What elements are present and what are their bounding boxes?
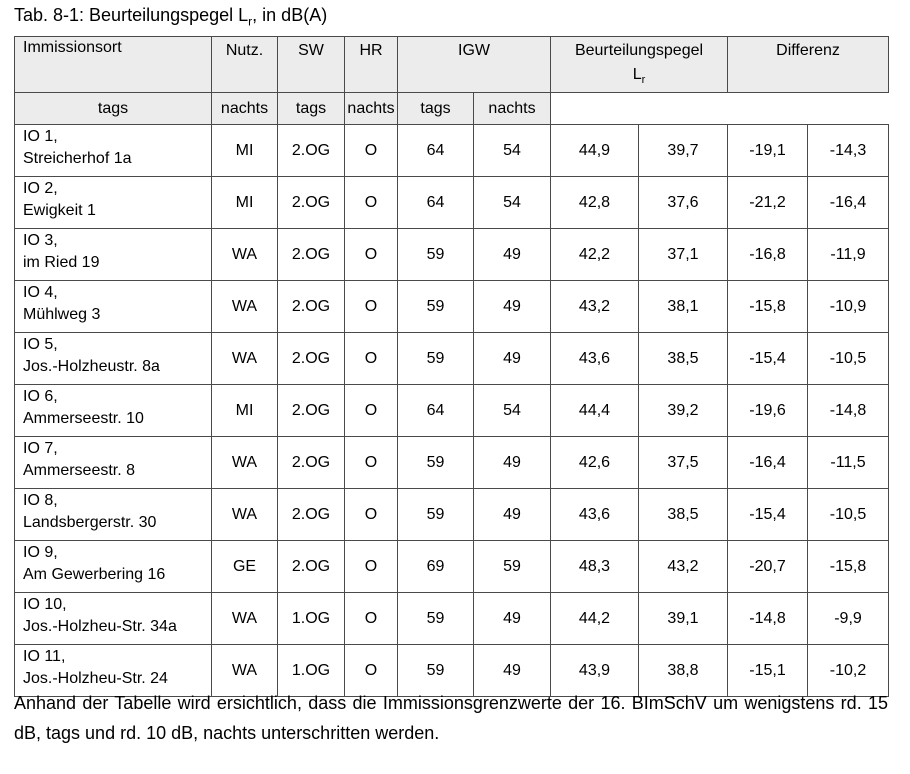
cell-immissionsort (15, 489, 212, 541)
cell-diff-nachts: -10,2 (808, 645, 889, 697)
cell-immissionsort (15, 593, 212, 645)
cell-diff-tags: -19,1 (728, 125, 808, 177)
location-id: IO 7, (23, 440, 58, 458)
cell-bp-tags: 43,6 (551, 333, 639, 385)
cell-igw-tags: 69 (398, 541, 474, 593)
header-hr: HR (345, 37, 398, 93)
cell-nutzung: WA (212, 645, 278, 697)
location-address: Ammerseestr. 10 (23, 410, 144, 428)
cell-bp-nachts: 38,5 (639, 333, 728, 385)
cell-igw-tags: 59 (398, 645, 474, 697)
cell-sw: 2.OG (278, 385, 345, 437)
header-bp-nachts: nachts (345, 93, 398, 125)
location-address: Landsbergerstr. 30 (23, 514, 157, 532)
cell-igw-nachts: 49 (474, 645, 551, 697)
cell-diff-nachts: -10,5 (808, 333, 889, 385)
caption-suffix: , in dB(A) (252, 5, 328, 25)
cell-bp-tags: 43,6 (551, 489, 639, 541)
table-row (15, 333, 889, 385)
cell-diff-tags: -15,1 (728, 645, 808, 697)
cell-nutzung: GE (212, 541, 278, 593)
table-row (15, 125, 889, 177)
cell-hr: O (345, 593, 398, 645)
cell-igw-nachts: 49 (474, 489, 551, 541)
cell-igw-tags: 59 (398, 281, 474, 333)
cell-sw: 1.OG (278, 593, 345, 645)
location-id: IO 1, (23, 128, 58, 146)
caption-prefix: Tab. 8-1: Beurteilungspegel L (14, 5, 249, 25)
conclusion-paragraph: Anhand der Tabelle wird ersichtlich, dass die Immissionsgrenzwerte der 16. BImSchV um wenigstens rd. 15 dB, tags und rd. 10 dB, nachts unterschritten werden. (14, 693, 888, 743)
cell-igw-nachts: 54 (474, 385, 551, 437)
cell-immissionsort (15, 437, 212, 489)
location-address: Am Gewerbering 16 (23, 566, 166, 584)
location-address: Ewigkeit 1 (23, 202, 96, 220)
table-row (15, 593, 889, 645)
cell-igw-tags: 64 (398, 125, 474, 177)
cell-bp-nachts: 43,2 (639, 541, 728, 593)
cell-bp-tags: 43,9 (551, 645, 639, 697)
assessment-level-table (14, 36, 889, 697)
cell-sw: 2.OG (278, 437, 345, 489)
header-diff-nachts: nachts (474, 93, 551, 125)
cell-igw-tags: 59 (398, 489, 474, 541)
header-bp-subscript: r (641, 74, 646, 87)
cell-diff-nachts: -10,9 (808, 281, 889, 333)
cell-nutzung: WA (212, 593, 278, 645)
table-row (15, 489, 889, 541)
cell-nutzung: WA (212, 229, 278, 281)
cell-nutzung: WA (212, 333, 278, 385)
cell-bp-nachts: 38,1 (639, 281, 728, 333)
location-id: IO 10, (23, 596, 67, 614)
cell-sw: 1.OG (278, 645, 345, 697)
cell-hr: O (345, 437, 398, 489)
cell-hr: O (345, 281, 398, 333)
header-nutzung: Nutz. (212, 37, 278, 93)
cell-immissionsort (15, 385, 212, 437)
cell-bp-nachts: 38,5 (639, 489, 728, 541)
cell-sw: 2.OG (278, 489, 345, 541)
cell-diff-tags: -14,8 (728, 593, 808, 645)
cell-immissionsort (15, 229, 212, 281)
cell-sw: 2.OG (278, 125, 345, 177)
location-address: Mühlweg 3 (23, 306, 101, 324)
cell-bp-nachts: 37,5 (639, 437, 728, 489)
cell-diff-tags: -15,4 (728, 489, 808, 541)
cell-sw: 2.OG (278, 541, 345, 593)
cell-igw-tags: 64 (398, 385, 474, 437)
cell-diff-nachts: -11,9 (808, 229, 889, 281)
cell-diff-nachts: -11,5 (808, 437, 889, 489)
cell-diff-nachts: -9,9 (808, 593, 889, 645)
cell-diff-nachts: -10,5 (808, 489, 889, 541)
cell-diff-nachts: -15,8 (808, 541, 889, 593)
cell-bp-nachts: 38,8 (639, 645, 728, 697)
cell-hr: O (345, 385, 398, 437)
cell-igw-nachts: 49 (474, 281, 551, 333)
header-bp-line1: Beurteilungspegel (574, 42, 704, 59)
header-bp-tags: tags (278, 93, 345, 125)
cell-sw: 2.OG (278, 177, 345, 229)
cell-immissionsort (15, 541, 212, 593)
location-address: Streicherhof 1a (23, 150, 132, 168)
location-address: Jos.-Holzheu-Str. 24 (23, 670, 168, 688)
cell-hr: O (345, 125, 398, 177)
cell-nutzung: WA (212, 281, 278, 333)
cell-nutzung: MI (212, 125, 278, 177)
table-row (15, 437, 889, 489)
cell-diff-nachts: -14,3 (808, 125, 889, 177)
header-diff-tags: tags (398, 93, 474, 125)
cell-diff-tags: -15,8 (728, 281, 808, 333)
cell-igw-tags: 64 (398, 177, 474, 229)
location-id: IO 6, (23, 388, 58, 406)
cell-nutzung: WA (212, 437, 278, 489)
header-differenz: Differenz (728, 37, 889, 93)
header-immissionsort: Immissionsort (15, 37, 212, 93)
cell-diff-tags: -21,2 (728, 177, 808, 229)
header-row-2 (15, 93, 889, 125)
header-beurteilungspegel (551, 37, 728, 93)
location-id: IO 9, (23, 544, 58, 562)
cell-diff-tags: -20,7 (728, 541, 808, 593)
table-caption (14, 5, 327, 29)
cell-bp-nachts: 37,1 (639, 229, 728, 281)
table-row (15, 281, 889, 333)
location-id: IO 2, (23, 180, 58, 198)
cell-diff-nachts: -16,4 (808, 177, 889, 229)
cell-igw-tags: 59 (398, 437, 474, 489)
header-bp-line2: L (632, 66, 642, 83)
cell-hr: O (345, 541, 398, 593)
location-address: im Ried 19 (23, 254, 100, 272)
header-row-1 (15, 37, 889, 93)
header-igw-nachts: nachts (212, 93, 278, 125)
cell-hr: O (345, 645, 398, 697)
location-address: Jos.-Holzheustr. 8a (23, 358, 160, 376)
cell-igw-tags: 59 (398, 593, 474, 645)
cell-igw-nachts: 49 (474, 437, 551, 489)
cell-bp-tags: 44,9 (551, 125, 639, 177)
header-igw-tags: tags (15, 93, 212, 125)
cell-hr: O (345, 177, 398, 229)
header-sw: SW (278, 37, 345, 93)
cell-hr: O (345, 229, 398, 281)
cell-igw-nachts: 54 (474, 125, 551, 177)
cell-diff-tags: -16,8 (728, 229, 808, 281)
cell-bp-nachts: 39,7 (639, 125, 728, 177)
table-row (15, 541, 889, 593)
cell-nutzung: MI (212, 177, 278, 229)
table-row (15, 229, 889, 281)
location-address: Ammerseestr. 8 (23, 462, 136, 480)
cell-immissionsort (15, 333, 212, 385)
cell-sw: 2.OG (278, 333, 345, 385)
table-row (15, 177, 889, 229)
cell-igw-nachts: 49 (474, 593, 551, 645)
cell-nutzung: MI (212, 385, 278, 437)
header-igw: IGW (398, 37, 551, 93)
cell-sw: 2.OG (278, 281, 345, 333)
location-id: IO 8, (23, 492, 58, 510)
cell-immissionsort (15, 281, 212, 333)
cell-diff-tags: -16,4 (728, 437, 808, 489)
location-id: IO 11, (23, 648, 66, 666)
cell-bp-nachts: 39,1 (639, 593, 728, 645)
cell-igw-tags: 59 (398, 229, 474, 281)
location-id: IO 5, (23, 336, 58, 354)
cell-igw-nachts: 49 (474, 333, 551, 385)
cell-igw-nachts: 49 (474, 229, 551, 281)
cell-diff-tags: -19,6 (728, 385, 808, 437)
cell-bp-tags: 42,2 (551, 229, 639, 281)
cell-hr: O (345, 489, 398, 541)
cell-bp-tags: 42,6 (551, 437, 639, 489)
cell-diff-tags: -15,4 (728, 333, 808, 385)
cell-bp-nachts: 37,6 (639, 177, 728, 229)
location-address: Jos.-Holzheu-Str. 34a (23, 618, 177, 636)
cell-immissionsort (15, 177, 212, 229)
cell-bp-tags: 48,3 (551, 541, 639, 593)
cell-bp-tags: 44,4 (551, 385, 639, 437)
cell-bp-tags: 42,8 (551, 177, 639, 229)
cell-igw-nachts: 54 (474, 177, 551, 229)
cell-igw-nachts: 59 (474, 541, 551, 593)
cell-nutzung: WA (212, 489, 278, 541)
table-row (15, 385, 889, 437)
cell-bp-tags: 44,2 (551, 593, 639, 645)
location-id: IO 3, (23, 232, 58, 250)
cell-igw-tags: 59 (398, 333, 474, 385)
cell-hr: O (345, 333, 398, 385)
cell-immissionsort (15, 125, 212, 177)
cell-bp-tags: 43,2 (551, 281, 639, 333)
location-id: IO 4, (23, 284, 58, 302)
cell-bp-nachts: 39,2 (639, 385, 728, 437)
cell-sw: 2.OG (278, 229, 345, 281)
cell-diff-nachts: -14,8 (808, 385, 889, 437)
caption-subscript: r (248, 14, 253, 29)
